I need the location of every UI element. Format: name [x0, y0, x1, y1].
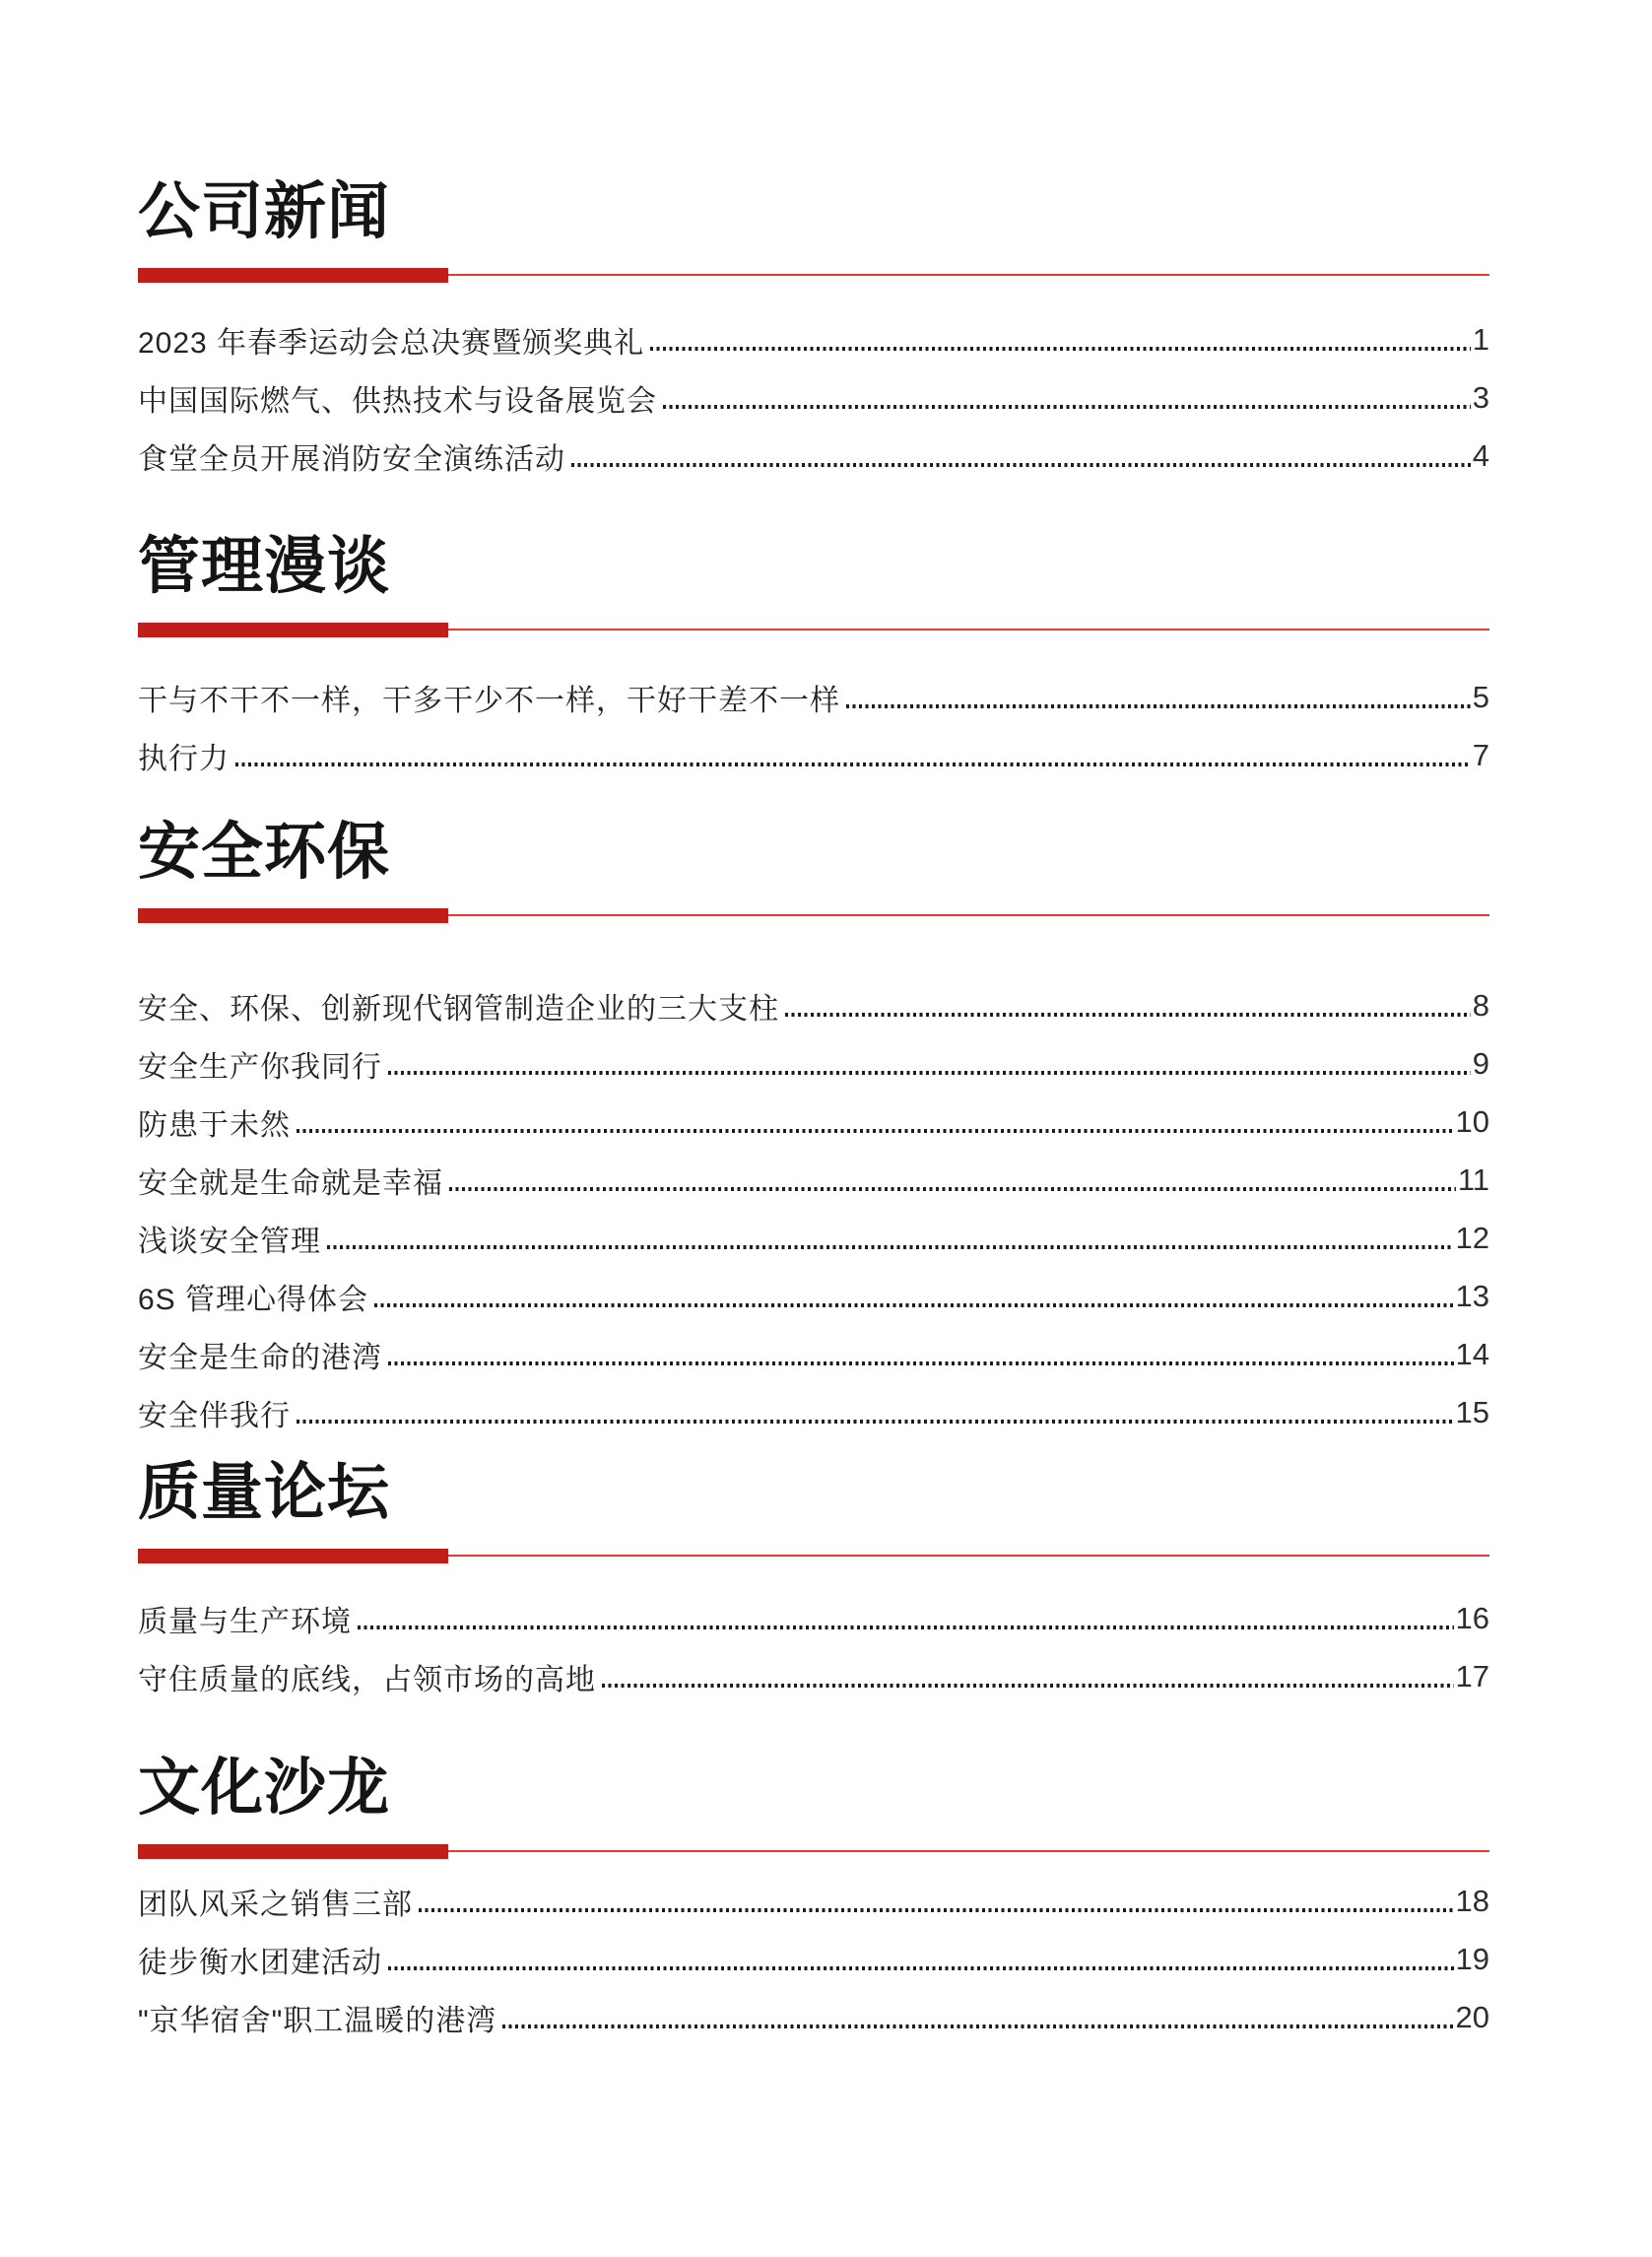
toc-entry[interactable] — [138, 1988, 1489, 2046]
dot-leader — [571, 463, 1471, 467]
toc-entry[interactable] — [138, 427, 1489, 485]
section-entries — [138, 1872, 1489, 2046]
toc-entry[interactable] — [138, 1872, 1489, 1930]
dot-leader — [297, 1420, 1454, 1424]
accent-thin-line — [448, 274, 1489, 276]
section-entries — [138, 1589, 1489, 1705]
section-title: 公司新闻 — [138, 177, 390, 246]
entry-title: "京华宿舍"职工温暖的港湾 — [138, 2004, 497, 2037]
toc-entry[interactable] — [138, 310, 1489, 368]
dot-leader — [358, 1626, 1454, 1629]
toc-entry[interactable] — [138, 1930, 1489, 1988]
entry-title: 执行力 — [138, 742, 230, 775]
toc-entry[interactable] — [138, 1325, 1489, 1383]
entry-title: 干与不干不一样，干多干少不一样，干好干差不一样 — [138, 684, 840, 717]
dot-leader — [235, 763, 1471, 766]
toc-entry[interactable] — [138, 1093, 1489, 1151]
toc-entry[interactable] — [138, 1034, 1489, 1093]
entry-title: 安全生产你我同行 — [138, 1050, 382, 1084]
toc-section — [138, 1754, 1489, 2046]
entry-title: 安全是生命的港湾 — [138, 1341, 382, 1374]
toc-entry[interactable] — [138, 1151, 1489, 1209]
accent-thin-line — [448, 629, 1489, 631]
entry-page-number: 7 — [1472, 737, 1489, 772]
accent-thin-line — [448, 914, 1489, 916]
entry-page-number: 20 — [1455, 1999, 1489, 2034]
toc-entry[interactable] — [138, 726, 1489, 784]
dot-leader — [327, 1245, 1454, 1249]
section-entries — [138, 668, 1489, 784]
accent-bar — [138, 268, 448, 283]
entry-page-number: 18 — [1455, 1883, 1489, 1918]
entry-title: 安全、环保、创新现代钢管制造企业的三大支柱 — [138, 992, 779, 1026]
section-title: 文化沙龙 — [138, 1754, 390, 1823]
entry-page-number: 19 — [1455, 1941, 1489, 1976]
toc-entry[interactable] — [138, 976, 1489, 1034]
toc-section — [138, 532, 1489, 784]
section-rule — [138, 623, 1489, 637]
entry-page-number: 13 — [1455, 1278, 1489, 1313]
dot-leader — [846, 704, 1471, 708]
entry-title: 徒步衡水团建活动 — [138, 1946, 382, 1979]
entry-page-number: 10 — [1455, 1103, 1489, 1139]
entry-title: 守住质量的底线，占领市场的高地 — [138, 1663, 596, 1696]
entry-page-number: 16 — [1455, 1600, 1489, 1635]
entry-title: 食堂全员开展消防安全演练活动 — [138, 442, 565, 476]
toc-section — [138, 177, 1489, 485]
entry-page-number: 15 — [1455, 1394, 1489, 1429]
section-title: 质量论坛 — [138, 1458, 390, 1527]
toc-entry[interactable] — [138, 1589, 1489, 1647]
dot-leader — [388, 1966, 1454, 1970]
accent-bar — [138, 908, 448, 923]
accent-bar — [138, 623, 448, 637]
entry-page-number: 14 — [1455, 1336, 1489, 1371]
entry-title: 安全伴我行 — [138, 1399, 291, 1432]
toc-entry[interactable] — [138, 1383, 1489, 1441]
entry-title: 6S 管理心得体会 — [138, 1283, 369, 1316]
toc-content — [138, 0, 1489, 2046]
toc-section — [138, 1458, 1489, 1705]
entry-title: 质量与生产环境 — [138, 1605, 352, 1638]
section-rule — [138, 268, 1489, 283]
section-entries — [138, 310, 1489, 485]
entry-title: 中国国际燃气、供热技术与设备展览会 — [138, 384, 657, 418]
toc-section — [138, 818, 1489, 1441]
dot-leader — [785, 1013, 1471, 1017]
dot-leader — [297, 1129, 1454, 1133]
toc-entry[interactable] — [138, 668, 1489, 726]
entry-title: 浅谈安全管理 — [138, 1225, 321, 1258]
section-rule — [138, 1549, 1489, 1563]
section-rule — [138, 908, 1489, 923]
dot-leader — [663, 405, 1471, 409]
section-entries — [138, 976, 1489, 1441]
section-title: 安全环保 — [138, 818, 390, 887]
entry-title: 安全就是生命就是幸福 — [138, 1166, 443, 1200]
entry-page-number: 8 — [1472, 987, 1489, 1023]
dot-leader — [419, 1908, 1454, 1912]
section-rule — [138, 1844, 1489, 1859]
dot-leader — [502, 2025, 1453, 2028]
dot-leader — [602, 1684, 1454, 1688]
accent-bar — [138, 1844, 448, 1859]
entry-page-number: 1 — [1472, 321, 1489, 357]
toc-entry[interactable] — [138, 1647, 1489, 1705]
accent-thin-line — [448, 1850, 1489, 1852]
entry-page-number: 12 — [1455, 1220, 1489, 1255]
toc-entry[interactable] — [138, 1267, 1489, 1325]
entry-page-number: 3 — [1472, 379, 1489, 415]
entry-page-number: 4 — [1472, 437, 1489, 473]
dot-leader — [449, 1187, 1456, 1191]
dot-leader — [388, 1071, 1471, 1075]
entry-page-number: 17 — [1455, 1658, 1489, 1693]
entry-title: 2023 年春季运动会总决赛暨颁奖典礼 — [138, 326, 645, 360]
accent-bar — [138, 1549, 448, 1563]
accent-thin-line — [448, 1555, 1489, 1557]
entry-page-number: 5 — [1472, 679, 1489, 714]
entry-page-number: 9 — [1472, 1045, 1489, 1081]
section-title: 管理漫谈 — [138, 532, 390, 601]
toc-entry[interactable] — [138, 1209, 1489, 1267]
dot-leader — [388, 1361, 1454, 1365]
entry-title: 防患于未然 — [138, 1108, 291, 1142]
entry-title: 团队风采之销售三部 — [138, 1888, 413, 1921]
toc-entry[interactable] — [138, 368, 1489, 427]
dot-leader — [650, 347, 1471, 351]
entry-page-number: 11 — [1457, 1162, 1489, 1197]
dot-leader — [374, 1303, 1453, 1307]
